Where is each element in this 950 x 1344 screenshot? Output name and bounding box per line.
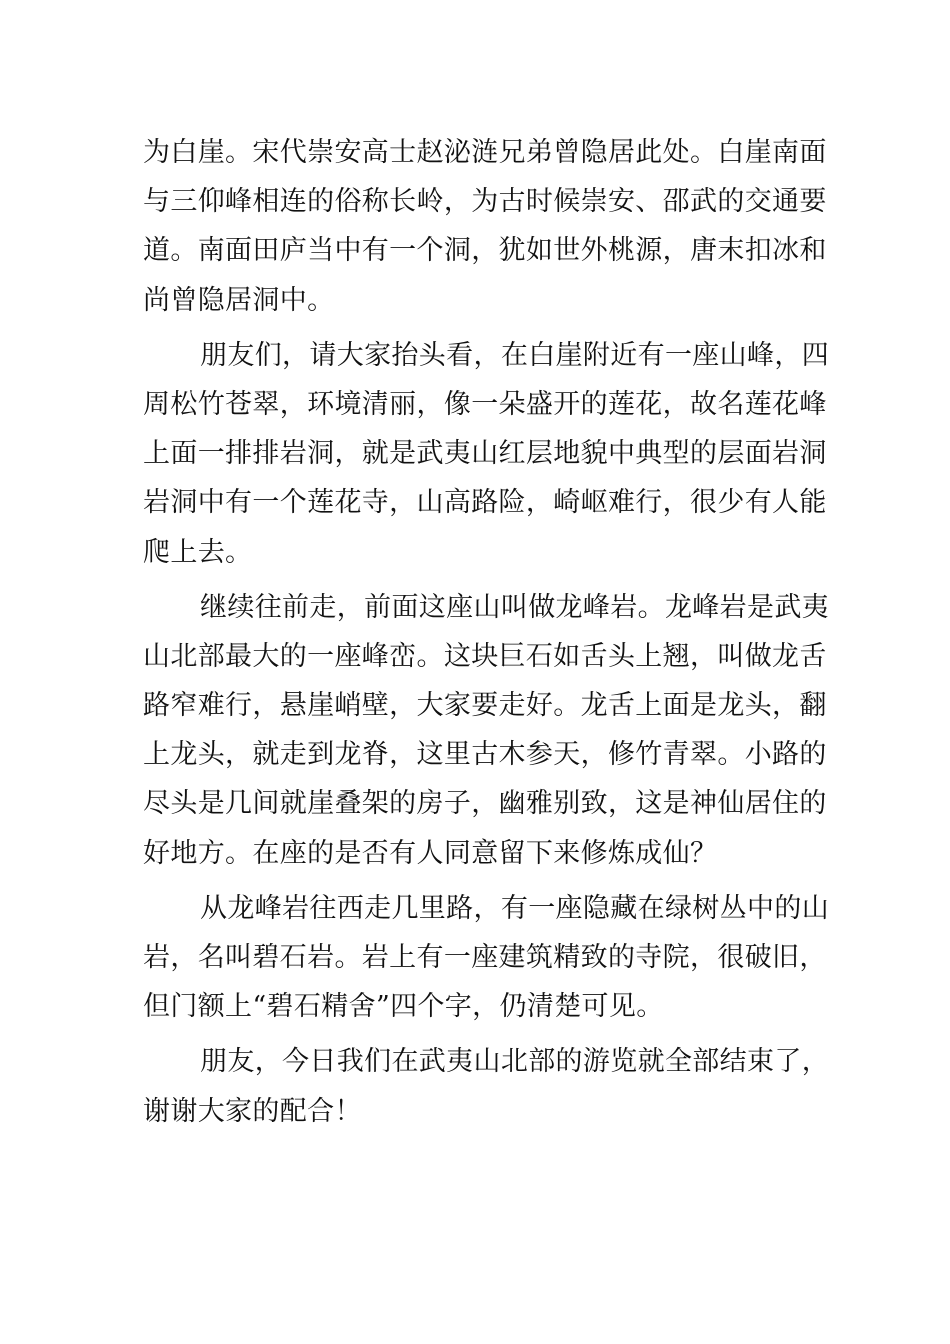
paragraph-lianhua-peak bbox=[143, 331, 830, 577]
text-line: 道。南面田庐当中有一个洞，犹如世外桃源，唐末扣冰和 bbox=[143, 235, 827, 267]
text-line: 但门额上“碧石精舍”四个字，仍清楚可见。 bbox=[143, 991, 664, 1023]
text-line: 朋友，今日我们在武夷山北部的游览就全部结束了， bbox=[200, 1046, 830, 1078]
text-line: 上面一排排岩洞，就是武夷山红层地貌中典型的层面岩洞 bbox=[143, 438, 827, 470]
paragraph-baiya bbox=[143, 128, 827, 325]
text-line: 山北部最大的一座峰峦。这块巨石如舌头上翘，叫做龙舌 bbox=[143, 640, 827, 672]
text-line: 好地方。在座的是否有人同意留下来修炼成仙？ bbox=[143, 837, 718, 869]
text-line: 周松竹苍翠，环境清丽，像一朵盛开的莲花，故名莲花峰 bbox=[143, 388, 827, 420]
text-line: 尽头是几间就崖叠架的房子，幽雅别致，这是神仙居住的 bbox=[143, 788, 827, 820]
document-body bbox=[143, 128, 830, 1136]
text-line: 尚曾隐居洞中。 bbox=[143, 284, 335, 316]
text-line: 路窄难行，悬崖峭壁，大家要走好。龙舌上面是龙头，翻 bbox=[143, 690, 827, 722]
text-line: 谢谢大家的配合！ bbox=[143, 1095, 362, 1127]
paragraph-bishi-rock bbox=[143, 884, 830, 1032]
text-line: 为白崖。宋代崇安高士赵泌涟兄弟曾隐居此处。白崖南面 bbox=[143, 137, 827, 168]
text-line: 爬上去。 bbox=[143, 536, 253, 568]
text-line: 与三仰峰相连的俗称长岭，为古时候崇安、邵武的交通要 bbox=[143, 186, 827, 218]
text-line: 从龙峰岩往西走几里路，有一座隐藏在绿树丛中的山 bbox=[200, 892, 830, 924]
text-line: 上龙头，就走到龙脊，这里古木参天，修竹青翠。小路的 bbox=[143, 739, 827, 771]
text-line: 朋友们，请大家抬头看，在白崖附近有一座山峰，四 bbox=[200, 339, 830, 371]
text-line: 岩洞中有一个莲花寺，山高路险，崎岖难行，很少有人能 bbox=[143, 487, 827, 519]
paragraph-closing bbox=[143, 1037, 830, 1135]
text-line: 岩，名叫碧石岩。岩上有一座建筑精致的寺院，很破旧， bbox=[143, 942, 827, 973]
paragraph-longfeng-rock bbox=[143, 583, 830, 878]
text-line: 继续往前走，前面这座山叫做龙峰岩。龙峰岩是武夷 bbox=[200, 591, 830, 623]
